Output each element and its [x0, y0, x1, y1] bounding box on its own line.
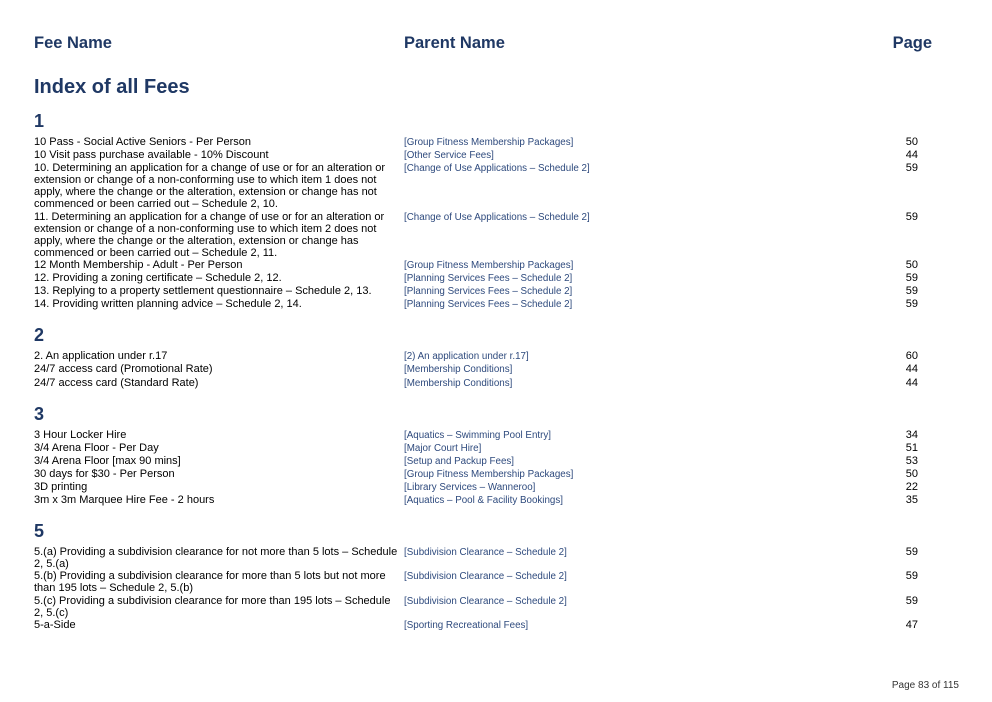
index-entry: [34, 377, 924, 390]
fee-name: 10. Determining an application for a change of use or for an alteration or extension or change of a non-conforming use to which item 1 does not apply, where the change or the alteration, extension or change has not commenced or been carried out – Schedule 2, 10.: [34, 162, 385, 211]
section-heading: 2: [34, 325, 45, 346]
page-number: 60: [905, 350, 918, 363]
fee-name: 5.(c) Providing a subdivision clearance for more than 195 lots – Schedule 2, 5.(c): [34, 594, 391, 619]
fee-name: 5-a-Side: [34, 618, 76, 631]
fee-name: 3D printing: [34, 480, 88, 493]
fee-name: 3 Hour Locker Hire: [34, 428, 127, 441]
parent-name-link[interactable]: [Planning Services Fees – Schedule 2]: [404, 299, 573, 311]
parent-name-link[interactable]: [Aquatics – Swimming Pool Entry]: [404, 429, 552, 441]
index-section: [34, 325, 924, 389]
index-entry: [34, 595, 924, 619]
index-entry: [34, 162, 924, 210]
page-number: 59: [905, 272, 918, 285]
page-number: 59: [905, 570, 918, 583]
index-entry: [34, 350, 924, 363]
fee-name-column-header: Fee Name: [34, 34, 112, 52]
index-entry: [34, 619, 924, 632]
fee-name: 12. Providing a zoning certificate – Schedule 2, 12.: [34, 272, 282, 285]
fee-name: 3/4 Arena Floor [max 90 mins]: [34, 454, 181, 467]
page-number: 59: [905, 298, 918, 311]
page-number: 44: [905, 363, 918, 376]
fee-name: 3/4 Arena Floor - Per Day: [34, 441, 159, 454]
index-entry: [34, 298, 924, 311]
fee-name: 11. Determining an application for a change of use or for an alteration or extension or change of a non-conforming use to which item 2 does not apply, where the change or the alteration, extension or change has commenced or been carried out – Schedule 2, 11.: [34, 210, 385, 259]
index-entry: [34, 546, 924, 570]
page-number: 44: [905, 376, 918, 389]
parent-name-link[interactable]: [Aquatics – Pool & Facility Bookings]: [404, 495, 564, 507]
parent-name-link[interactable]: [Change of Use Applications – Schedule 2]: [404, 163, 590, 175]
index-entry: [34, 429, 924, 442]
index-section: [34, 404, 924, 508]
section-heading: 1: [34, 111, 45, 131]
parent-name-column-header: Parent Name: [404, 34, 505, 52]
index-entry: [34, 363, 924, 376]
index-entry: [34, 259, 924, 272]
parent-name-link[interactable]: [Library Services – Wanneroo]: [404, 481, 536, 493]
page-footer: Page 83 of 115: [891, 680, 959, 691]
page-number: 59: [905, 210, 918, 223]
parent-name-link[interactable]: [Group Fitness Membership Packages]: [404, 468, 574, 480]
index-entry: [34, 494, 924, 507]
page-number: 22: [905, 480, 918, 493]
fee-name: 30 days for $30 - Per Person: [34, 467, 175, 480]
parent-name-link[interactable]: [Planning Services Fees – Schedule 2]: [404, 286, 573, 298]
parent-name-link[interactable]: [Other Service Fees]: [404, 150, 494, 162]
fee-name: 10 Visit pass purchase available - 10% Discount: [34, 149, 269, 162]
section-heading: 3: [34, 403, 45, 424]
page-column-header: Page: [892, 34, 932, 52]
index-entry: [34, 136, 924, 149]
fee-name: 5.(a) Providing a subdivision clearance for not more than 5 lots – Schedule 2, 5.(a): [34, 546, 398, 571]
page-number: 47: [905, 618, 918, 631]
fee-name: 13. Replying to a property settlement questionnaire – Schedule 2, 13.: [34, 285, 372, 298]
page-number: 50: [905, 258, 918, 271]
page-number: 59: [905, 594, 918, 607]
page-number: 50: [905, 467, 918, 480]
parent-name-link[interactable]: [Planning Services Fees – Schedule 2]: [404, 273, 573, 285]
index-entry: [34, 285, 924, 298]
fee-name: 14. Providing written planning advice – Schedule 2, 14.: [34, 298, 302, 311]
index-entry: [34, 149, 924, 162]
page-number: 34: [905, 428, 918, 441]
page-number: 53: [905, 454, 918, 467]
page-number: 44: [905, 149, 918, 162]
index-section: [34, 111, 924, 311]
parent-name-link[interactable]: [Setup and Packup Fees]: [404, 455, 515, 467]
parent-name-link[interactable]: [Subdivision Clearance – Schedule 2]: [404, 595, 567, 607]
index-entry: [34, 481, 924, 494]
parent-name-link[interactable]: [Change of Use Applications – Schedule 2]: [404, 211, 590, 223]
parent-name-link[interactable]: [Group Fitness Membership Packages]: [404, 259, 574, 271]
fee-name: 3m x 3m Marquee Hire Fee - 2 hours: [34, 494, 215, 507]
parent-name-link[interactable]: [Subdivision Clearance – Schedule 2]: [404, 571, 567, 583]
page-number: 50: [905, 136, 918, 148]
index-entry: [34, 272, 924, 285]
parent-name-link[interactable]: [Major Court Hire]: [404, 442, 482, 454]
parent-name-link[interactable]: [Subdivision Clearance – Schedule 2]: [404, 547, 567, 559]
fee-name: 5.(b) Providing a subdivision clearance for more than 5 lots but not more than 195 lots – Schedule 2, 5.(b): [34, 570, 386, 595]
index-title: Index of all Fees: [34, 76, 190, 98]
fee-name: 2. An application under r.17: [34, 350, 168, 363]
page-number: 59: [905, 546, 918, 559]
parent-name-link[interactable]: [Sporting Recreational Fees]: [404, 619, 529, 631]
fee-name: 10 Pass - Social Active Seniors - Per Person: [34, 136, 252, 148]
parent-name-link[interactable]: [Group Fitness Membership Packages]: [404, 137, 574, 148]
page-number: 51: [905, 441, 918, 454]
column-header-row: [34, 34, 932, 56]
page-number: 35: [905, 494, 918, 507]
fee-name: 12 Month Membership - Adult - Per Person: [34, 258, 243, 271]
index-entry: [34, 455, 924, 468]
index-entry: [34, 468, 924, 481]
page-number: 59: [905, 162, 918, 175]
fee-name: 24/7 access card (Promotional Rate): [34, 363, 213, 376]
index-entry: [34, 211, 924, 259]
parent-name-link[interactable]: [2) An application under r.17]: [404, 351, 529, 363]
index-entry: [34, 442, 924, 455]
index-entry: [34, 570, 924, 594]
parent-name-link[interactable]: [Membership Conditions]: [404, 364, 513, 376]
page-number: 59: [905, 285, 918, 298]
index-section: [34, 521, 924, 632]
fee-name: 24/7 access card (Standard Rate): [34, 376, 199, 389]
parent-name-link[interactable]: [Membership Conditions]: [404, 377, 513, 389]
index-sections: [34, 111, 924, 646]
section-heading: 5: [34, 521, 45, 542]
